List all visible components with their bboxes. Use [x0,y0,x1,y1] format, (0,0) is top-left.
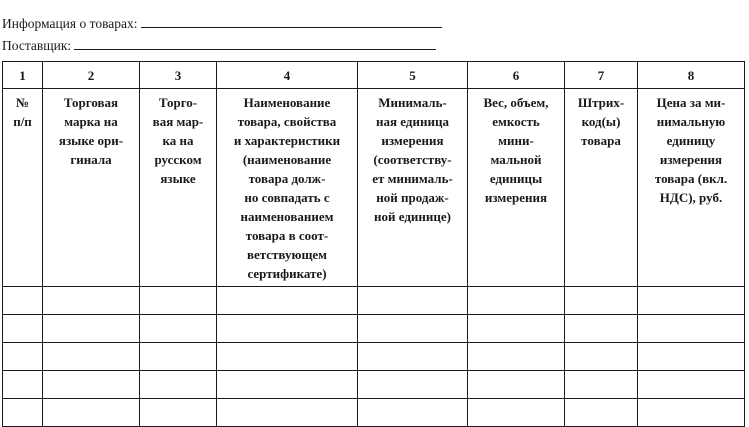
column-header-line: марка на [64,114,118,129]
column-header-line: товара (вкл. [654,171,728,186]
column-header-line: Минималь- [378,95,447,110]
supplier-blank[interactable] [74,36,436,50]
column-header-cell [43,89,140,287]
table-row [3,371,745,399]
column-header-line: ной единице) [374,209,451,224]
column-header-line: измерения [659,152,723,167]
column-header-line: НДС), руб. [659,190,723,205]
table-cell[interactable] [140,371,217,399]
goods-info-label: Информация о товарах: [2,16,138,31]
table-row [3,343,745,371]
column-header-line: единицы [489,171,543,186]
table-cell[interactable] [43,371,140,399]
column-header-line: № [15,95,30,110]
table-cell[interactable] [217,287,358,315]
table-cell[interactable] [638,399,745,427]
table-cell[interactable] [638,371,745,399]
column-header-line: товара в соот- [245,228,329,243]
column-header-line: нимальную [656,114,726,129]
column-header-line: единицу [666,133,716,148]
table-cell[interactable] [358,399,468,427]
column-header-line: (наименование [242,152,332,167]
table-cell[interactable] [638,315,745,343]
table-cell[interactable] [468,371,565,399]
column-number-cell: 5 [358,62,468,89]
column-header-cell [217,89,358,287]
goods-info-line [2,14,442,32]
table-row [3,287,745,315]
table-cell[interactable] [217,343,358,371]
column-number-cell: 4 [217,62,358,89]
column-header-line: измерения [484,190,548,205]
goods-info-blank[interactable] [141,14,442,28]
column-header-line: емкость [492,114,540,129]
column-header-line: Торго- [158,95,198,110]
column-header-line: Наименование [243,95,331,110]
column-header-line: языке ори- [58,133,124,148]
column-header-cell [638,89,745,287]
column-header-cell [3,89,43,287]
column-header-line: но совпадать с [244,190,330,205]
column-header-cell [468,89,565,287]
column-number-cell: 6 [468,62,565,89]
column-header-line: и характеристики [233,133,341,148]
column-header-line: п/п [13,114,32,129]
table-cell[interactable] [140,315,217,343]
table-cell[interactable] [358,343,468,371]
table-cell[interactable] [565,343,638,371]
column-header-line: (соответству- [373,152,452,167]
table-cell[interactable] [565,287,638,315]
column-header-line: мини- [498,133,534,148]
table-cell[interactable] [217,315,358,343]
column-header-line: наименованием [240,209,334,224]
column-header-line: Штрих- [577,95,625,110]
table-row [3,399,745,427]
table-cell[interactable] [565,399,638,427]
column-number-cell: 1 [3,62,43,89]
column-number-row [3,62,745,89]
column-header-line: мальной [490,152,542,167]
table-cell[interactable] [43,287,140,315]
column-header-line: ной продаж- [376,190,449,205]
column-number-cell: 3 [140,62,217,89]
table-cell[interactable] [358,287,468,315]
table-cell[interactable] [468,287,565,315]
column-header-line: Вес, объем, [483,95,549,110]
table-cell[interactable] [217,371,358,399]
column-header-line: товара долж- [248,171,326,186]
column-header-line: сертификате) [247,266,327,281]
table-cell[interactable] [468,315,565,343]
table-cell[interactable] [638,343,745,371]
table-cell[interactable] [3,399,43,427]
column-header-line: гинала [70,152,112,167]
table-row [3,315,745,343]
column-header-line: код(ы) [581,114,621,129]
supplier-label: Поставщик: [2,38,72,53]
column-header-line: языке [160,171,196,186]
column-header-line: вая мар- [152,114,204,129]
table-cell[interactable] [43,343,140,371]
table-cell[interactable] [43,315,140,343]
column-header-line: товара, свойства [237,114,337,129]
table-cell[interactable] [140,287,217,315]
table-cell[interactable] [468,399,565,427]
table-cell[interactable] [565,315,638,343]
table-cell[interactable] [43,399,140,427]
table-cell[interactable] [3,315,43,343]
goods-table [2,61,745,427]
column-number-cell: 8 [638,62,745,89]
column-number-cell: 2 [43,62,140,89]
column-header-line: ет минималь- [372,171,453,186]
column-header-line: товара [581,133,621,148]
table-cell[interactable] [140,399,217,427]
table-cell[interactable] [468,343,565,371]
table-cell[interactable] [358,315,468,343]
table-cell[interactable] [3,287,43,315]
table-cell[interactable] [565,371,638,399]
column-header-cell [565,89,638,287]
column-header-line: ная единица [376,114,449,129]
column-header-cell [140,89,217,287]
column-header-line: измерения [381,133,444,148]
supplier-line [2,36,436,54]
column-header-line: Торговая [63,95,119,110]
column-header-row [3,89,745,287]
column-header-cell [358,89,468,287]
table-cell[interactable] [638,287,745,315]
column-number-cell: 7 [565,62,638,89]
column-header-line: ка на [162,133,194,148]
table-cell[interactable] [3,343,43,371]
column-header-line: Цена за ми- [656,95,726,110]
column-header-line: русском [154,152,202,167]
table-cell[interactable] [217,399,358,427]
table-cell[interactable] [3,371,43,399]
table-cell[interactable] [140,343,217,371]
table-cell[interactable] [358,371,468,399]
column-header-line: ветствующем [246,247,328,262]
